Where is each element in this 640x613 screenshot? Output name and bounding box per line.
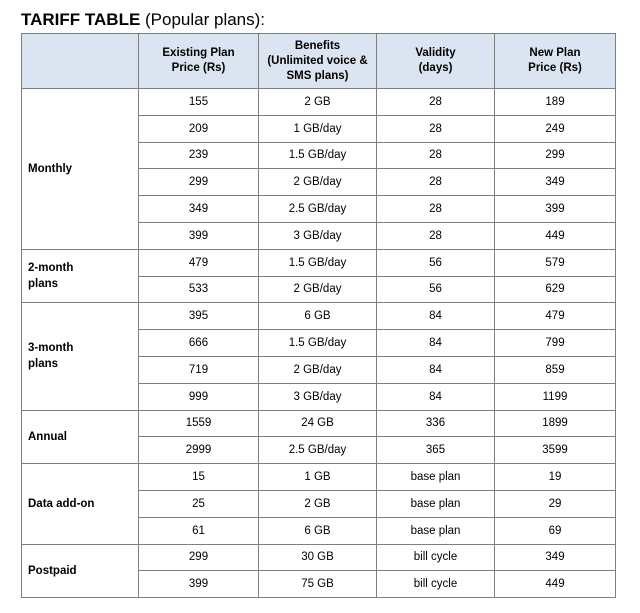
existing-price-cell: 25 [139, 490, 259, 517]
validity-cell: 56 [377, 249, 495, 276]
validity-cell: 28 [377, 222, 495, 249]
existing-price-cell: 239 [139, 142, 259, 169]
validity-cell: bill cycle [377, 571, 495, 598]
existing-price-cell: 999 [139, 383, 259, 410]
title-bold: TARIFF TABLE [21, 10, 141, 29]
page-title [21, 10, 265, 30]
plan-group-label: Monthly [22, 89, 139, 250]
validity-cell: 84 [377, 330, 495, 357]
new-price-cell: 1199 [495, 383, 616, 410]
validity-cell: 365 [377, 437, 495, 464]
validity-cell: 56 [377, 276, 495, 303]
validity-cell: 336 [377, 410, 495, 437]
table-row [22, 410, 616, 437]
existing-price-cell: 209 [139, 115, 259, 142]
existing-price-cell: 299 [139, 169, 259, 196]
new-price-cell: 3599 [495, 437, 616, 464]
new-price-cell: 349 [495, 169, 616, 196]
validity-cell: 84 [377, 303, 495, 330]
title-rest: (Popular plans): [140, 10, 266, 29]
benefits-cell: 1.5 GB/day [259, 330, 377, 357]
new-price-cell: 349 [495, 544, 616, 571]
new-price-cell: 449 [495, 571, 616, 598]
plan-group-label: 2-month plans [22, 249, 139, 303]
new-price-cell: 399 [495, 196, 616, 223]
existing-price-cell: 479 [139, 249, 259, 276]
header-corner [22, 34, 139, 89]
new-price-cell: 1899 [495, 410, 616, 437]
column-header: Benefits (Unlimited voice & SMS plans) [259, 34, 377, 89]
new-price-cell: 859 [495, 356, 616, 383]
tariff-table [21, 33, 616, 598]
validity-cell: 28 [377, 115, 495, 142]
existing-price-cell: 399 [139, 571, 259, 598]
existing-price-cell: 666 [139, 330, 259, 357]
benefits-cell: 3 GB/day [259, 222, 377, 249]
new-price-cell: 629 [495, 276, 616, 303]
existing-price-cell: 349 [139, 196, 259, 223]
validity-cell: 84 [377, 383, 495, 410]
new-price-cell: 249 [495, 115, 616, 142]
table-row [22, 89, 616, 116]
table-row [22, 303, 616, 330]
existing-price-cell: 1559 [139, 410, 259, 437]
new-price-cell: 69 [495, 517, 616, 544]
validity-cell: base plan [377, 490, 495, 517]
validity-cell: 84 [377, 356, 495, 383]
plan-group-label: Postpaid [22, 544, 139, 598]
column-header: New Plan Price (Rs) [495, 34, 616, 89]
existing-price-cell: 2999 [139, 437, 259, 464]
benefits-cell: 2.5 GB/day [259, 196, 377, 223]
benefits-cell: 2 GB [259, 490, 377, 517]
benefits-cell: 1 GB [259, 464, 377, 491]
new-price-cell: 579 [495, 249, 616, 276]
validity-cell: 28 [377, 196, 495, 223]
plan-group-label: Data add-on [22, 464, 139, 544]
benefits-cell: 2.5 GB/day [259, 437, 377, 464]
benefits-cell: 3 GB/day [259, 383, 377, 410]
benefits-cell: 30 GB [259, 544, 377, 571]
benefits-cell: 2 GB/day [259, 169, 377, 196]
new-price-cell: 799 [495, 330, 616, 357]
table-body [22, 89, 616, 598]
validity-cell: 28 [377, 142, 495, 169]
table-row [22, 544, 616, 571]
existing-price-cell: 299 [139, 544, 259, 571]
new-price-cell: 449 [495, 222, 616, 249]
benefits-cell: 75 GB [259, 571, 377, 598]
table-row [22, 249, 616, 276]
validity-cell: 28 [377, 169, 495, 196]
new-price-cell: 29 [495, 490, 616, 517]
plan-group-label: 3-month plans [22, 303, 139, 410]
benefits-cell: 2 GB/day [259, 356, 377, 383]
existing-price-cell: 719 [139, 356, 259, 383]
benefits-cell: 1.5 GB/day [259, 249, 377, 276]
existing-price-cell: 15 [139, 464, 259, 491]
plan-group-label: Annual [22, 410, 139, 464]
existing-price-cell: 155 [139, 89, 259, 116]
new-price-cell: 479 [495, 303, 616, 330]
column-header: Existing Plan Price (Rs) [139, 34, 259, 89]
benefits-cell: 2 GB [259, 89, 377, 116]
benefits-cell: 6 GB [259, 303, 377, 330]
new-price-cell: 189 [495, 89, 616, 116]
validity-cell: base plan [377, 464, 495, 491]
existing-price-cell: 399 [139, 222, 259, 249]
existing-price-cell: 533 [139, 276, 259, 303]
benefits-cell: 24 GB [259, 410, 377, 437]
validity-cell: base plan [377, 517, 495, 544]
table-header [22, 34, 616, 89]
existing-price-cell: 395 [139, 303, 259, 330]
existing-price-cell: 61 [139, 517, 259, 544]
benefits-cell: 6 GB [259, 517, 377, 544]
column-header: Validity (days) [377, 34, 495, 89]
benefits-cell: 2 GB/day [259, 276, 377, 303]
validity-cell: bill cycle [377, 544, 495, 571]
new-price-cell: 299 [495, 142, 616, 169]
benefits-cell: 1.5 GB/day [259, 142, 377, 169]
new-price-cell: 19 [495, 464, 616, 491]
table-row [22, 464, 616, 491]
validity-cell: 28 [377, 89, 495, 116]
benefits-cell: 1 GB/day [259, 115, 377, 142]
